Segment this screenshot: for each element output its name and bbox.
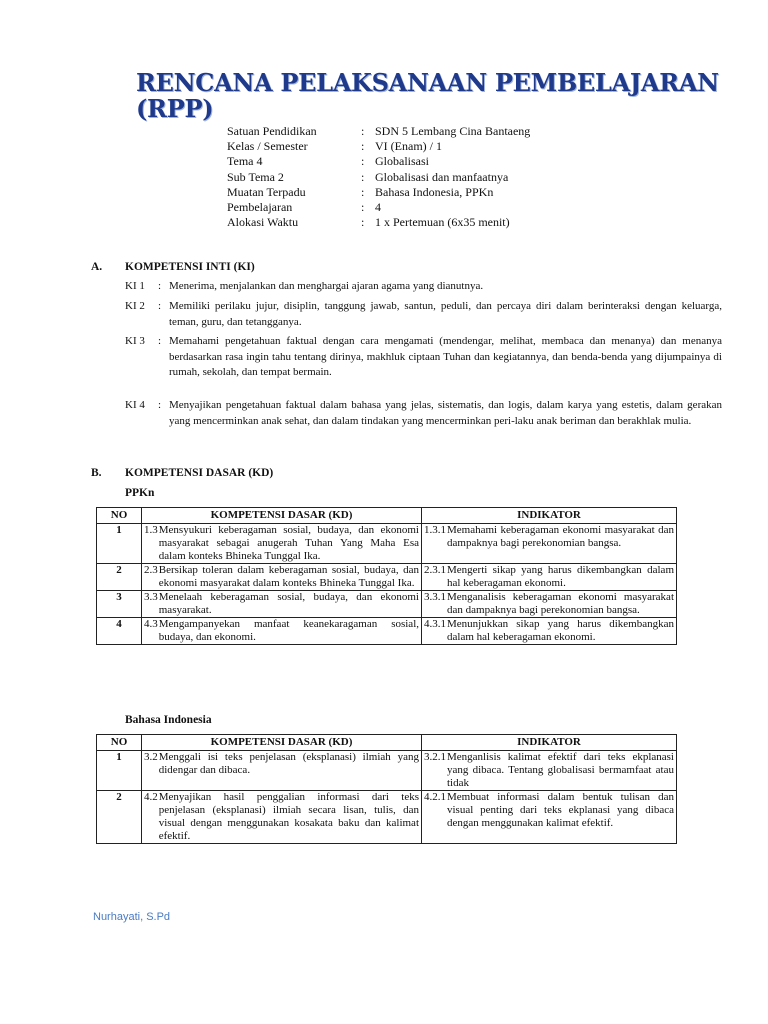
indikator-cell [422,618,677,645]
info-key: Muatan Terpadu [227,184,306,199]
ki-text: Memahami pengetahuan faktual dengan cara mengamati (mendengar, melihat, membaca dan menanya) dan menanya berdasarkan rasa ingin tahu tentang dirinya, makhluk ciptaan Tuhan dan kegiatannya, dan benda-benda yang dijumpainya di rumah, sekolah, dan tempat bermain. [169,335,722,378]
indikator-text: Membuat informasi dalam bentuk tulisan dan visual penting dari teks ekplanasi yang dibaca dengan menggunakan kalimat efektif. [447,791,674,829]
title-line-1: RENCANA PELAKSANAAN PEMBELAJARAN [136,68,719,97]
row-number: 4 [97,618,142,645]
info-value: 1 x Pertemuan (6x35 menit) [375,215,510,230]
indikator-text: Menunjukkan sikap yang harus dikembangkan dalam hal keberagaman ekonomi. [447,618,674,643]
kd-cell [142,751,422,791]
info-row [227,185,530,200]
section-letter: B. [91,467,102,479]
indikator-text: Mengerti sikap yang harus dikembangkan dalam hal keberagaman ekonomi. [447,564,674,589]
indikator-text: Menganlisis kalimat efektif dari teks ekplanasi yang dibaca. Tentang globalisasi bermamfaat atau tidak [447,751,674,789]
section-a-heading [91,261,255,273]
row-number: 2 [97,791,142,844]
ki-item [125,279,722,295]
kd-cell [142,564,422,591]
identity-info [227,124,530,230]
info-key: Pembelajaran [227,200,293,215]
footer-author: Nurhayati, S.Pd [93,911,171,923]
ki-label: KI 3 [125,335,145,347]
row-number: 1 [97,751,142,791]
header-kd: KOMPETENSI DASAR (KD) [142,735,422,751]
kd-text: Mengampanyekan manfaat keanekaragaman sosial, budaya, dan ekonomi. [158,618,419,643]
table-row [97,524,677,564]
info-value: SDN 5 Lembang Cina Bantaeng [375,124,531,138]
row-number: 3 [97,591,142,618]
section-title: KOMPETENSI INTI (KI) [125,261,255,273]
info-row [227,139,530,154]
header-indikator: INDIKATOR [422,735,677,751]
indikator-number: 4.3.1 [424,618,446,630]
section-letter: A. [91,261,103,273]
info-key: Kelas / Semester [227,139,308,154]
section-b-heading [91,467,273,479]
table-row [97,564,677,591]
kd-number: 3.3 [144,591,158,603]
ppkn-subtitle: PPKn [125,487,155,499]
info-colon: : [361,200,365,215]
header-indikator: INDIKATOR [422,508,677,524]
table-header-row [97,508,677,524]
table-row [97,791,677,844]
section-title: KOMPETENSI DASAR (KD) [125,467,274,479]
info-colon: : [361,139,365,154]
ki-item [125,398,722,429]
indikator-number: 1.3.1 [424,524,446,536]
kd-number: 1.3 [144,524,158,536]
ki-label: KI 2 [125,300,145,312]
table-row [97,751,677,791]
table-header-row [97,735,677,751]
indikator-cell [422,751,677,791]
kd-number: 4.2 [144,791,158,803]
info-colon: : [361,154,365,169]
table-row [97,591,677,618]
bahasa-subtitle: Bahasa Indonesia [125,714,212,726]
header-no: NO [97,735,142,751]
table-row [97,618,677,645]
info-key: Tema 4 [227,154,263,169]
kd-number: 2.3 [144,564,158,576]
kd-cell [142,591,422,618]
indikator-number: 2.3.1 [424,564,446,576]
kd-text: Menyajikan hasil penggalian informasi dari teks penjelasan (eksplanasi) ilmiah secara lisan, tulis, dan visual dengan menggunakan kosakata baku dan kalimat efektif. [158,791,419,842]
ki-label: KI 1 [125,280,145,292]
kd-number: 4.3 [144,618,158,630]
kd-cell [142,791,422,844]
indikator-cell [422,591,677,618]
kd-text: Bersikap toleran dalam keberagaman sosial, budaya, dan ekonomi masyarakat dalam konteks Bhineka Tunggal Ika. [158,564,419,589]
indikator-text: Menganalisis keberagaman ekonomi masyarakat dan dampaknya bagi perekonomian bangsa. [447,591,674,616]
indikator-number: 3.2.1 [424,751,446,763]
document-title [136,70,719,122]
info-value: VI (Enam) / 1 [375,139,442,154]
indikator-cell [422,524,677,564]
kd-number: 3.2 [144,751,158,763]
indikator-cell [422,564,677,591]
info-colon: : [361,124,365,138]
ki-item [125,299,722,330]
ki-colon: : [158,300,162,312]
ki-colon: : [158,280,162,292]
bahasa-kd-table [96,734,677,844]
ki-colon: : [158,335,162,347]
ki-text: Menyajikan pengetahuan faktual dalam bahasa yang jelas, sistematis, dan logis, dalam karya yang estetis, dalam gerakan yang mencerminkan anak sehat, dan dalam tindakan yang mencerminkan peri-laku anak beriman dan berakhlak mulia. [169,399,722,427]
indikator-cell [422,791,677,844]
row-number: 1 [97,524,142,564]
header-kd: KOMPETENSI DASAR (KD) [142,508,422,524]
info-key: Alokasi Waktu [227,215,299,230]
indikator-number: 4.2.1 [424,791,446,803]
info-key: Satuan Pendidikan [227,124,317,138]
indikator-number: 3.3.1 [424,591,446,603]
ki-label: KI 4 [125,399,145,411]
ki-item [125,334,722,381]
info-value: 4 [375,200,381,215]
kd-text: Menggali isi teks penjelasan (eksplanasi) ilmiah yang didengar dan dibaca. [158,751,419,776]
indikator-text: Memahami keberagaman ekonomi masyarakat dan dampaknya bagi perekonomian bangsa. [447,524,674,549]
kd-cell [142,618,422,645]
info-row [227,154,530,169]
info-row [227,170,530,185]
info-colon: : [361,215,365,230]
kd-text: Menelaah keberagaman sosial, budaya, dan ekonomi masyarakat. [158,591,419,616]
ki-text: Menerima, menjalankan dan menghargai ajaran agama yang dianutnya. [169,280,484,292]
info-row [227,124,530,139]
kd-cell [142,524,422,564]
title-line-2: (RPP) [136,94,214,123]
ki-colon: : [158,399,162,411]
info-value: Bahasa Indonesia, PPKn [375,184,494,199]
info-value: Globalisasi [375,154,429,169]
info-row [227,215,530,230]
info-key: Sub Tema 2 [227,169,284,184]
kd-text: Mensyukuri keberagaman sosial, budaya, dan ekonomi masyarakat sebagai anugerah Tuhan Yang Maha Esa dalam konteks Bhineka Tunggal Ika. [158,524,419,562]
info-row [227,200,530,215]
info-colon: : [361,169,365,184]
header-no: NO [97,508,142,524]
row-number: 2 [97,564,142,591]
info-value: Globalisasi dan manfaatnya [375,169,509,184]
ki-text: Memiliki perilaku jujur, disiplin, tanggung jawab, santun, peduli, dan percaya diri dalam berinteraksi dengan keluarga, teman, guru, dan tetangganya. [169,300,722,328]
ppkn-kd-table [96,507,677,645]
info-colon: : [361,184,365,199]
